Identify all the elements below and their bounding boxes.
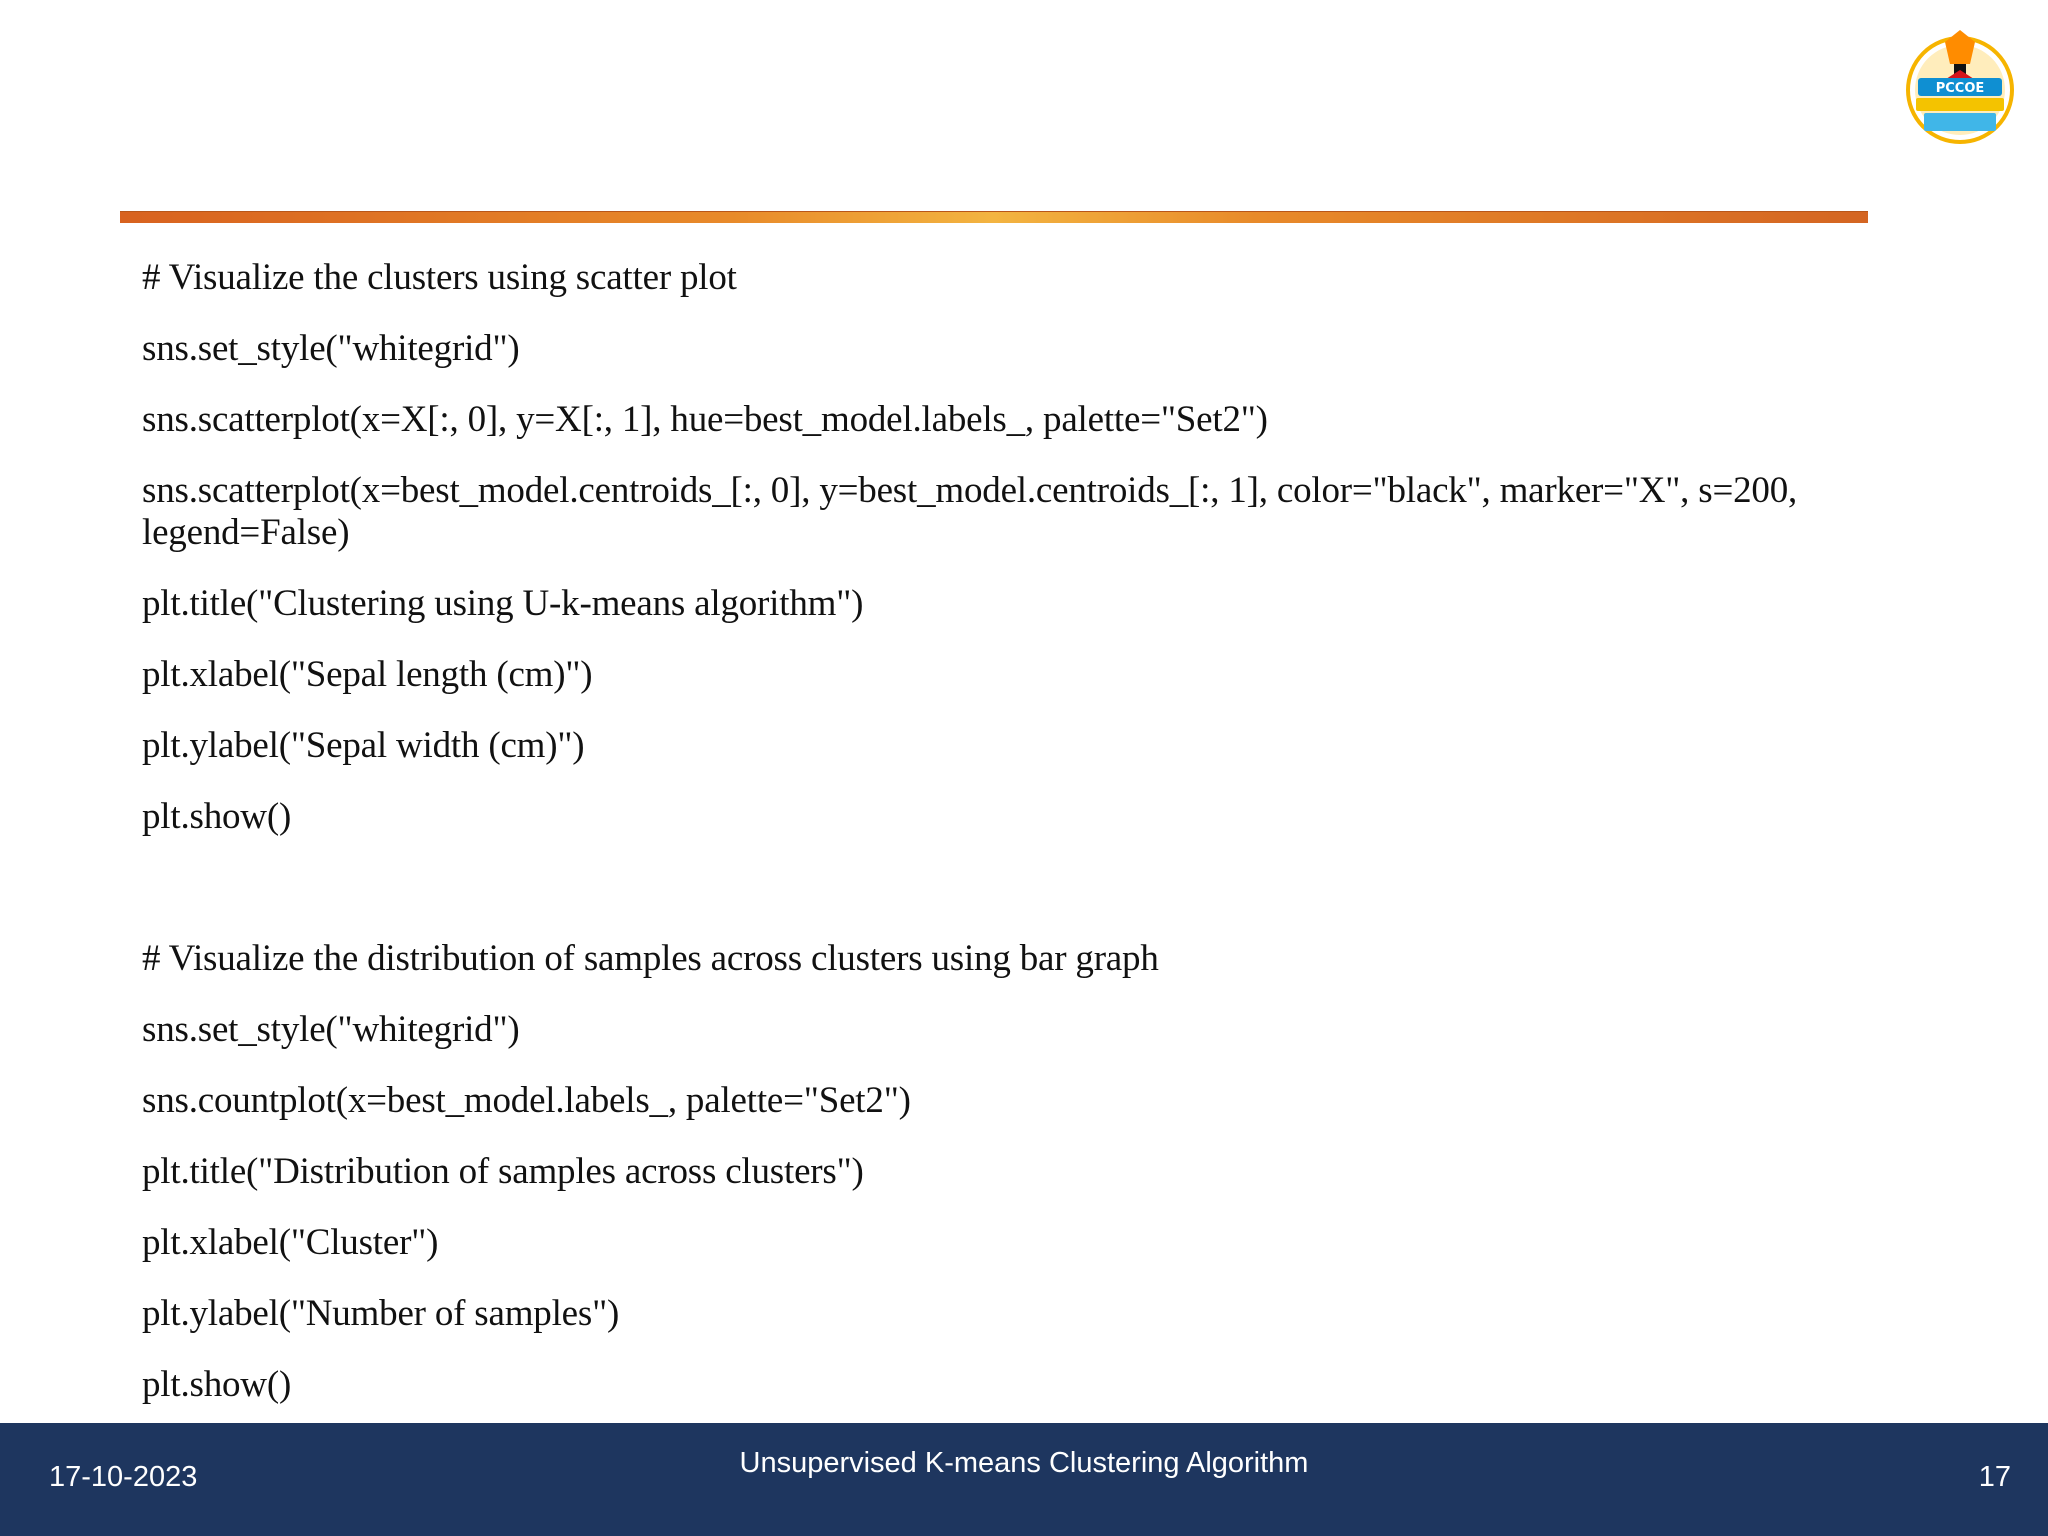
header-divider <box>120 211 1868 223</box>
code-line: sns.scatterplot(x=X[:, 0], y=X[:, 1], hue=best_model.labels_, palette="Set2") <box>142 399 1268 440</box>
code-block <box>142 257 1882 1435</box>
code-line: plt.xlabel("Sepal length (cm)") <box>142 654 593 695</box>
code-line: plt.title("Distribution of samples across clusters") <box>142 1151 864 1192</box>
code-line: sns.set_style("whitegrid") <box>142 328 520 369</box>
footer-title: Unsupervised K-means Clustering Algorithm <box>739 1447 1309 1479</box>
code-line: sns.scatterplot(x=best_model.centroids_[:, 0], y=best_model.centroids_[:, 1], color="black", marker="X", s=200, legend=False) <box>142 470 1807 553</box>
code-line: plt.title("Clustering using U-k-means algorithm") <box>142 583 864 624</box>
code-line: plt.show() <box>142 796 292 837</box>
page-number: 17 <box>1978 1461 2011 1493</box>
code-line-blank <box>142 867 1882 909</box>
footer-date: 17-10-2023 <box>49 1461 198 1493</box>
slide-footer <box>0 1423 2048 1536</box>
code-line: sns.set_style("whitegrid") <box>142 1009 520 1050</box>
code-line: plt.ylabel("Sepal width (cm)") <box>142 725 585 766</box>
code-line: sns.countplot(x=best_model.labels_, palette="Set2") <box>142 1080 911 1121</box>
code-line: # Visualize the distribution of samples across clusters using bar graph <box>142 938 1159 979</box>
logo-text: PCCOE <box>1935 81 1985 96</box>
code-line: # Visualize the clusters using scatter plot <box>142 257 737 298</box>
code-line: plt.ylabel("Number of samples") <box>142 1293 620 1334</box>
code-line: plt.xlabel("Cluster") <box>142 1222 439 1263</box>
college-logo <box>1890 24 2030 150</box>
code-line: plt.show() <box>142 1364 292 1405</box>
